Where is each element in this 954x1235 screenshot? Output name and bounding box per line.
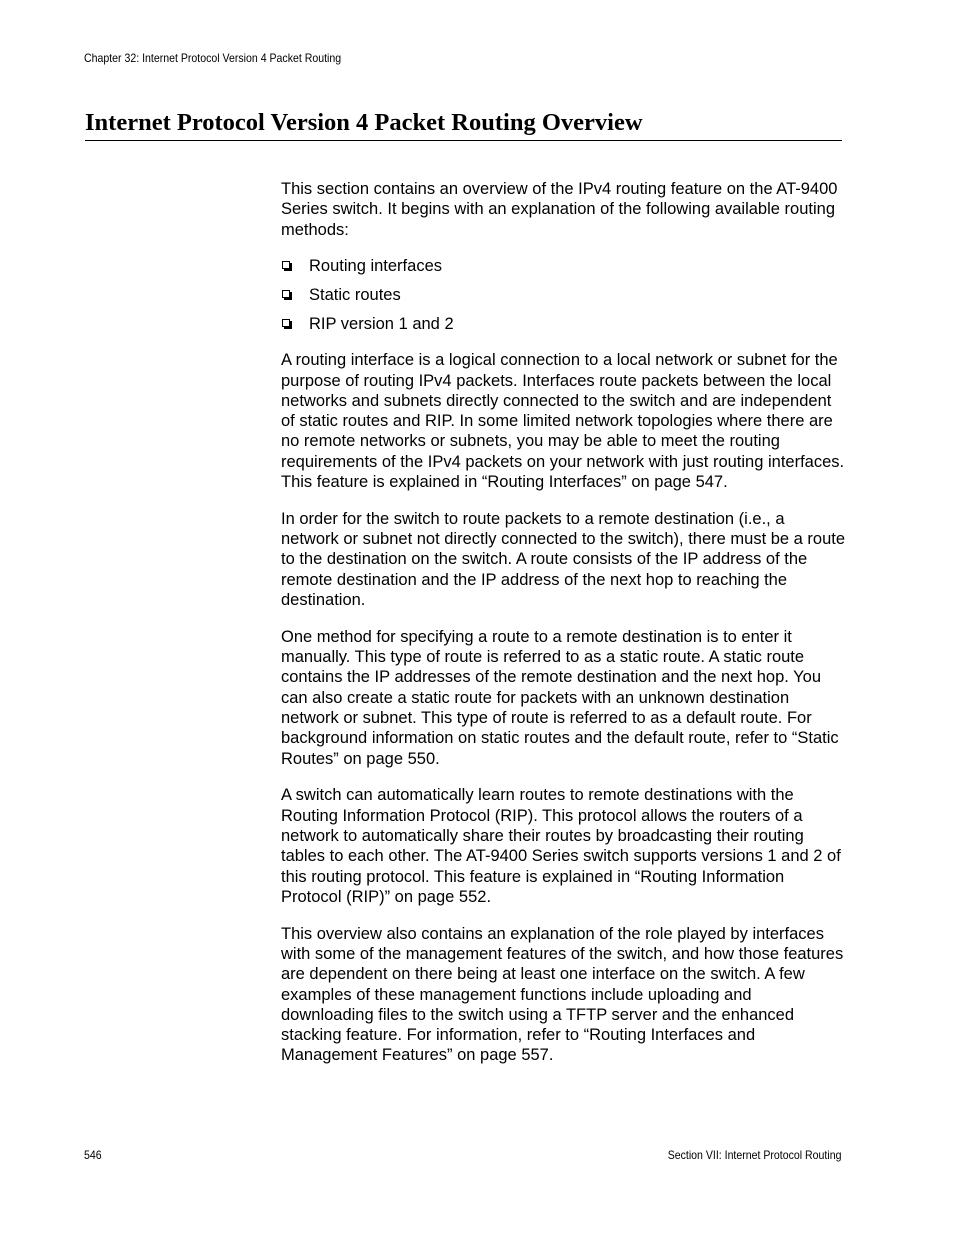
- square-bullet-icon: [282, 290, 290, 298]
- page-title: Internet Protocol Version 4 Packet Routing Overview: [85, 109, 643, 136]
- page-number: 546: [84, 1148, 102, 1162]
- intro-paragraph: This section contains an overview of the IPv4 routing feature on the AT-9400 Series switch. It begins with an explanation of the following available routing methods:: [281, 180, 838, 239]
- running-header: Chapter 32: Internet Protocol Version 4 Packet Routing: [84, 51, 342, 65]
- paragraph-static-route: One method for specifying a route to a remote destination is to enter it manually. This type of route is referred to as a static route. A static route contains the IP addresses of the remote destination and the next hop. You can also create a static route for packets with an unknown destination network or subnet. This type of route is referred to as a default route. For background information on static routes and the default route, refer to “Static Routes” on page 550.: [281, 627, 839, 768]
- list-item-label: Static routes: [309, 286, 401, 305]
- paragraph-management-features: This overview also contains an explanation of the role played by interfaces with some of the management features of the switch, and how those features are dependent on there being at least one interface on the switch. A few examples of these management functions include uploading and downloading files to the switch using a TFTP server and the enhanced stacking feature. For information, refer to “Routing Interfaces and Management Features” on page 557.: [281, 924, 844, 1065]
- list-item-label: Routing interfaces: [309, 257, 442, 276]
- paragraph-rip: A switch can automatically learn routes to remote destinations with the Routing Information Protocol (RIP). This protocol allows the routers of a network to automatically share their routes by broadcasting their routing tables to each other. The AT-9400 Series switch supports versions 1 and 2 of this routing protocol. This feature is explained in “Routing Information Protocol (RIP)” on page 552.: [281, 786, 841, 906]
- routing-methods-list: [281, 256, 846, 334]
- body-text: [281, 179, 846, 1082]
- square-bullet-icon: [282, 261, 290, 269]
- list-item: [281, 314, 846, 334]
- square-bullet-icon: [282, 319, 290, 327]
- title-rule: [85, 140, 842, 141]
- paragraph-routing-interface: A routing interface is a logical connection to a local network or subnet for the purpose of routing IPv4 packets. Interfaces route packets between the local networks and subnets directly connected to the switch and are independent of static routes and RIP. In some limited network topologies where there are no remote networks or subnets, you may be able to meet the routing requirements of the IPv4 packets on your network with just routing interfaces. This feature is explained in “Routing Interfaces” on page 547.: [281, 351, 845, 492]
- paragraph-remote-destination: In order for the switch to route packets to a remote destination (i.e., a network or subnet not directly connected to the switch), there must be a route to the destination on the switch. A route consists of the IP address of the remote destination and the IP address of the next hop to reaching the destination.: [281, 509, 846, 610]
- list-item: [281, 285, 846, 305]
- section-footer: Section VII: Internet Protocol Routing: [667, 1148, 841, 1162]
- list-item: [281, 256, 846, 276]
- list-item-label: RIP version 1 and 2: [309, 314, 454, 333]
